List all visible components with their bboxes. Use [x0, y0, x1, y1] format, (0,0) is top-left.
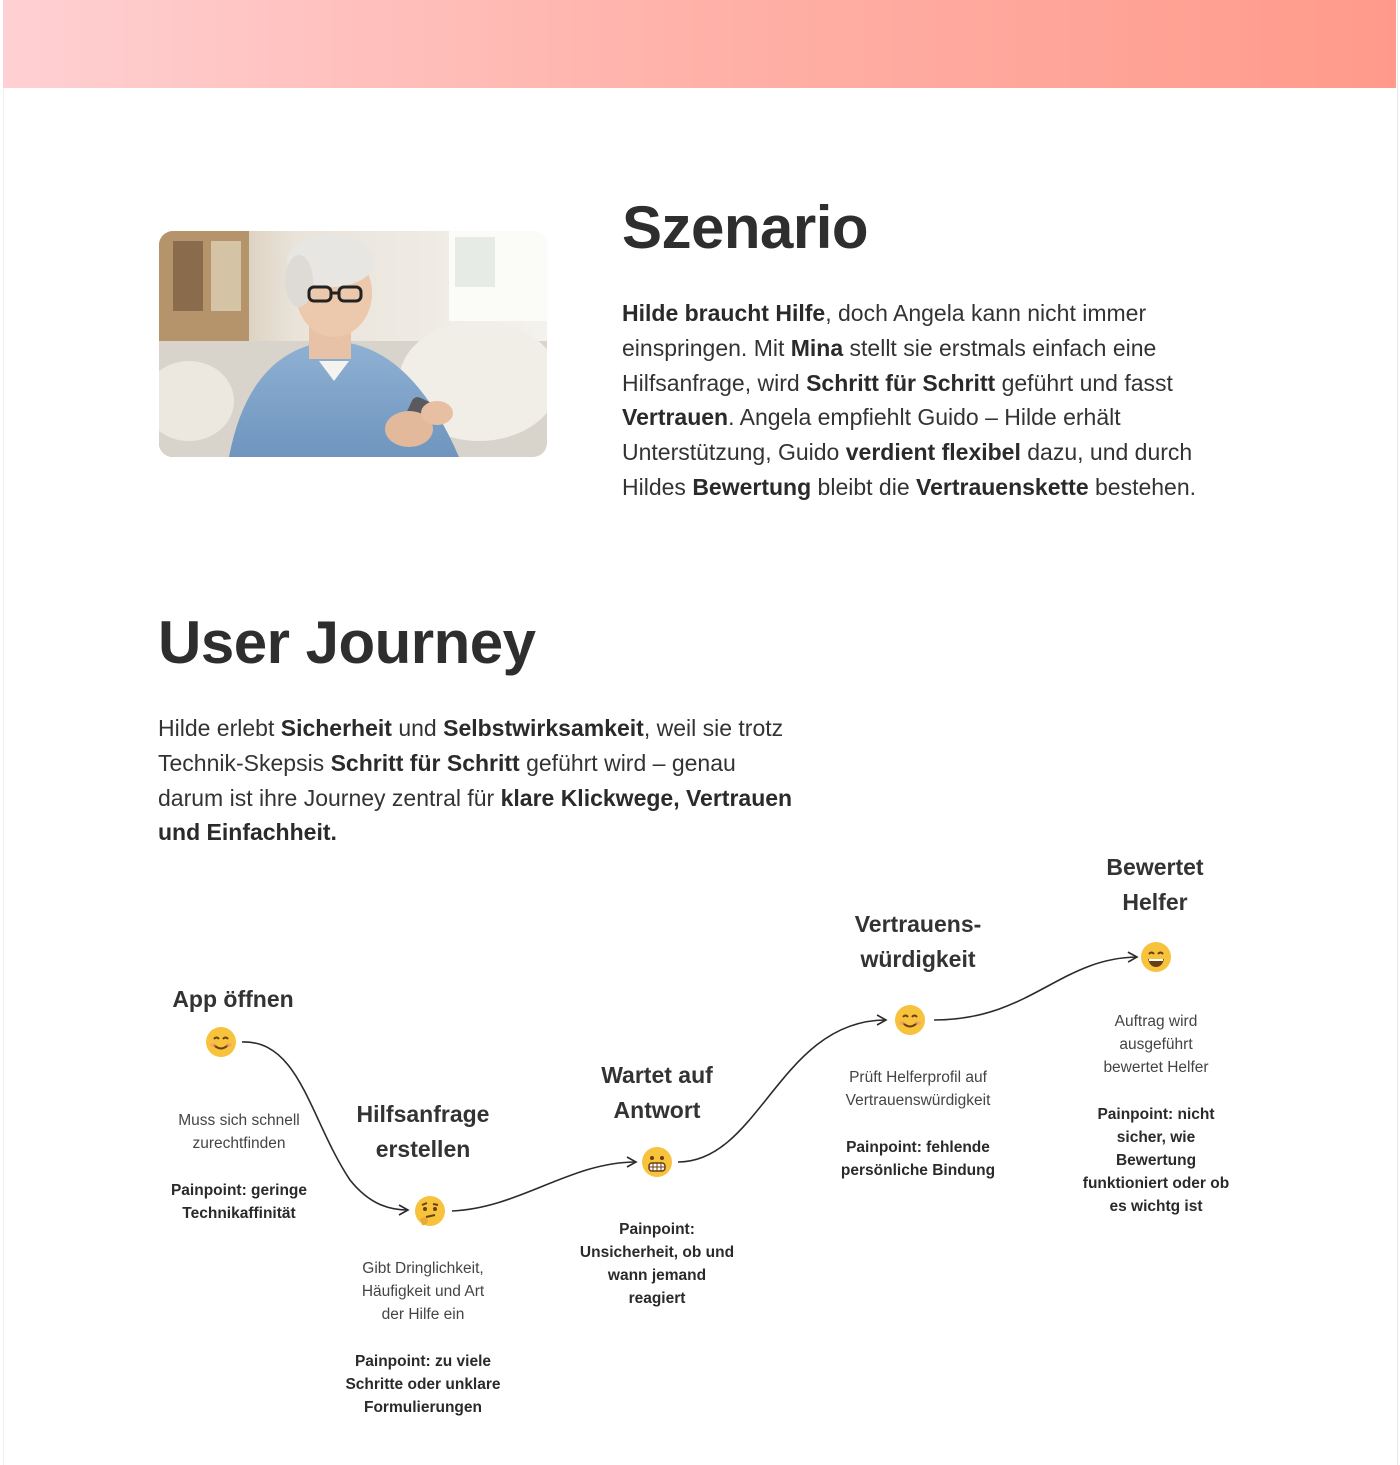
text-run: , weil sie trotz Technik-Skepsis [158, 715, 784, 776]
smiling-face-icon [894, 1004, 926, 1036]
text-run: Schritt für Schritt [330, 749, 520, 776]
text-run: geführt wird – genau darum ist ihre Journey zentral für [158, 749, 736, 811]
text-run: Mina [790, 334, 844, 361]
thinking-face-icon [414, 1195, 446, 1227]
text-run: klare Klickwege, Vertrauen und Einfachheit. [158, 784, 793, 846]
step-5-painpoint: Painpoint: nicht sicher, wie Bewertung funktioniert oder ob es wichtg ist [1082, 1106, 1230, 1215]
text-run: Vertrauen [622, 404, 729, 431]
step-4-title: Vertrauens- würdigkeit [854, 911, 982, 972]
step-4-description: Prüft Helferprofil auf Vertrauenswürdigkeit [845, 1069, 991, 1109]
step-1-description: Muss sich schnell zurechtfinden [178, 1112, 300, 1152]
text-run: geführt und fasst [995, 369, 1173, 396]
text-run: , doch Angela kann nicht immer einspringen. Mit [622, 300, 1147, 361]
text-run: Bewertung [692, 473, 812, 500]
step-1-painpoint: Painpoint: geringe Technikaffinität [170, 1182, 308, 1222]
step-3-painpoint: Painpoint: Unsicherheit, ob und wann jemand reagiert [579, 1221, 735, 1307]
text-run: bleibt die [811, 473, 917, 500]
text-run: Schritt für Schritt [806, 369, 996, 396]
user-journey-title: User Journey [158, 609, 536, 676]
text-run: dazu, und durch Hildes [622, 439, 1193, 500]
text-run: Vertrauenskette [916, 473, 1089, 500]
text-run: verdient flexibel [845, 439, 1021, 466]
step-1-title: App öffnen [172, 986, 294, 1012]
text-run: Sicherheit [280, 715, 392, 741]
step-2-description: Gibt Dringlichkeit, Häufigkeit und Art der Hilfe ein [361, 1260, 485, 1323]
text-run: Selbstwirksamkeit [443, 715, 644, 741]
step-5-title: Bewertet Helfer [1106, 854, 1204, 915]
text-run: stellt sie erstmals einfach eine Hilfsanfrage, wird [622, 334, 1157, 396]
step-2-title: Hilfsanfrage erstellen [356, 1101, 490, 1162]
text-run: und [391, 715, 444, 741]
text-run: . Angela empfiehlt Guido – Hilde erhält Unterstützung, Guido [622, 404, 1121, 466]
text-run: Hilde erlebt [158, 715, 281, 741]
step-5-description: Auftrag wird ausgeführt bewertet Helfer [1103, 1013, 1209, 1076]
step-4-painpoint: Painpoint: fehlende persönliche Bindung [840, 1139, 996, 1179]
smiling-face-icon [205, 1026, 237, 1058]
text-run: bestehen. [1088, 473, 1197, 500]
step-2-painpoint: Painpoint: zu viele Schritte oder unklare Formulierungen [345, 1353, 501, 1416]
scenario-title: Szenario [622, 194, 869, 261]
grinning-face-icon [1140, 941, 1172, 973]
step-3-title: Wartet auf Antwort [601, 1062, 713, 1123]
grimacing-face-icon [641, 1146, 673, 1178]
text-run: Hilde braucht Hilfe [622, 300, 826, 326]
journey-connector-2 [452, 1162, 636, 1211]
